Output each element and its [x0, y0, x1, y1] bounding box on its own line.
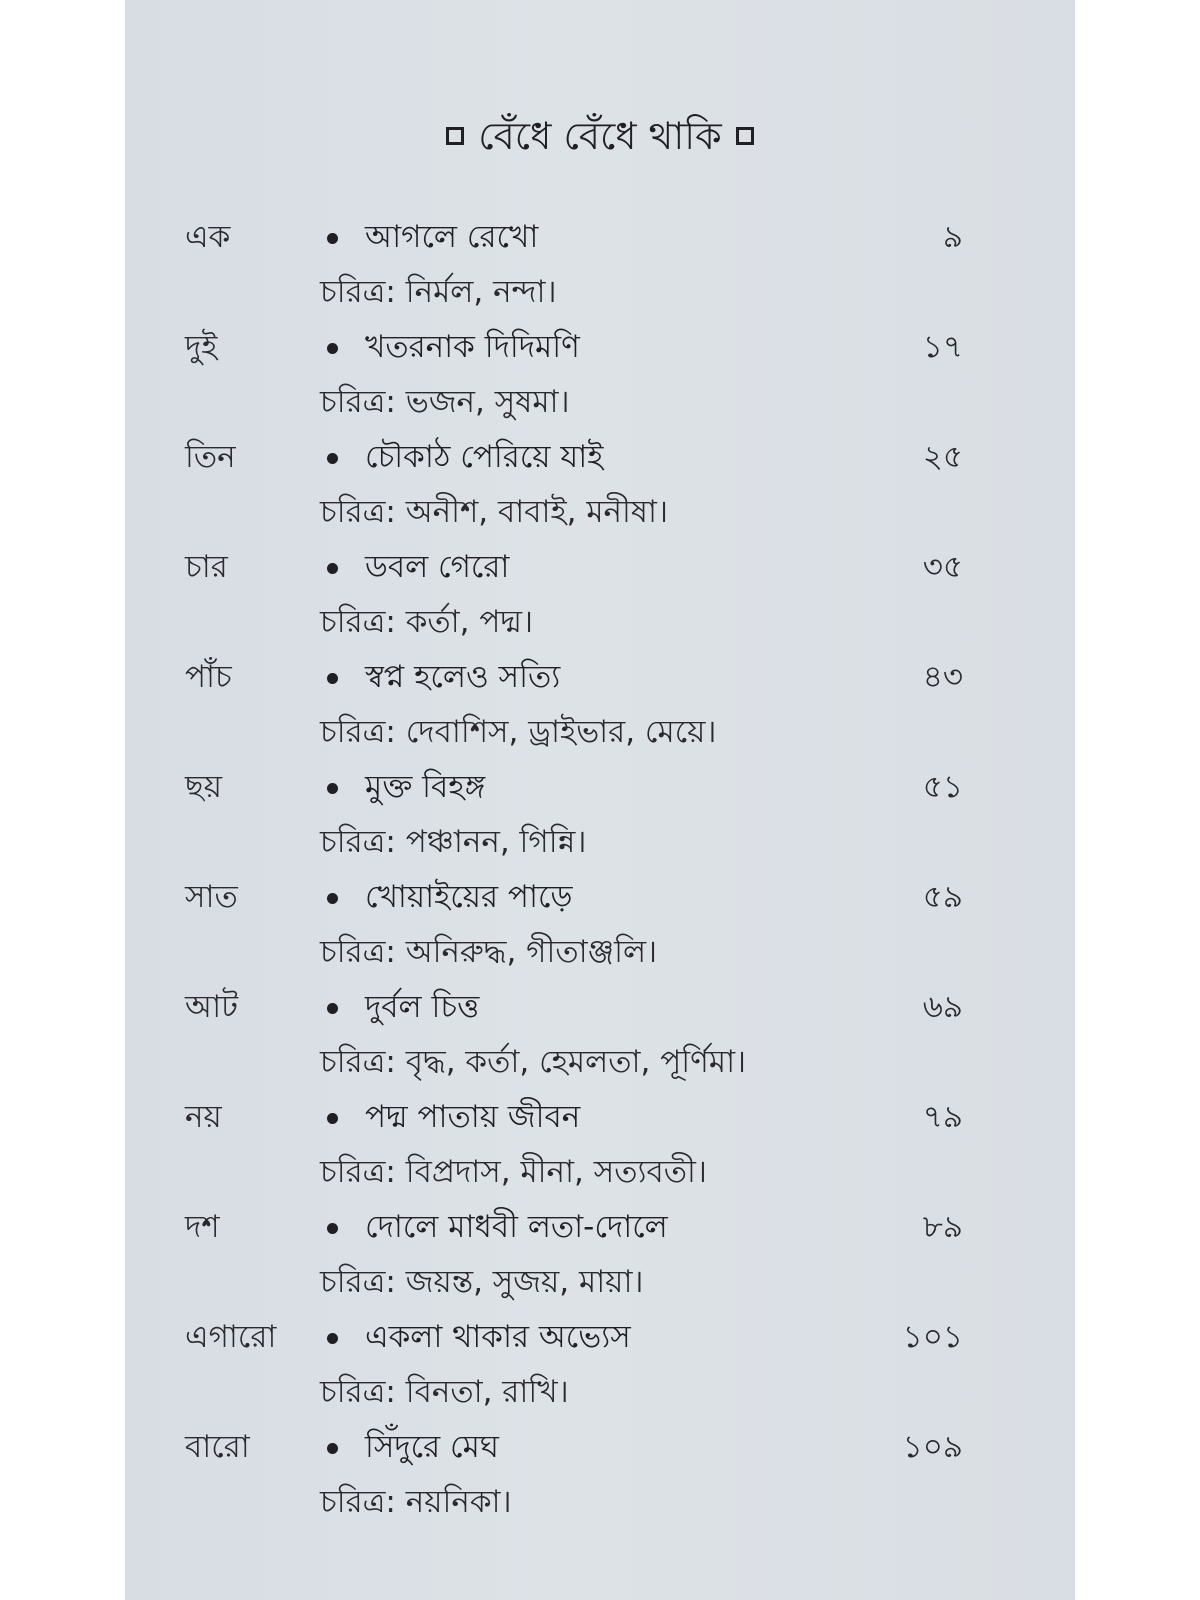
toc-entry: [125, 1420, 1075, 1530]
story-title: পদ্ম পাতায় জীবন: [365, 1099, 581, 1135]
story-title: সিঁদুরে মেঘ: [365, 1429, 499, 1465]
toc-entry: [125, 320, 1075, 430]
characters-list: চরিত্র: জয়ন্ত, সুজয়, মায়া।: [320, 1264, 644, 1300]
characters-list: চরিত্র: নির্মল, নন্দা।: [320, 274, 557, 310]
story-title: একলা থাকার অভ্যেস: [365, 1319, 631, 1355]
toc-entry: [125, 430, 1075, 540]
page-number: ৬৯: [922, 989, 963, 1025]
story-title: চৌকাঠ পেরিয়ে যাই: [365, 439, 604, 475]
toc-entry-characters-row: [125, 1145, 1075, 1200]
toc-entry: [125, 650, 1075, 760]
chapter-number: তিন: [185, 439, 236, 475]
toc-entry-characters-row: [125, 815, 1075, 870]
toc-entry: [125, 870, 1075, 980]
bullet-icon: [327, 343, 338, 354]
bullet-icon: [327, 783, 338, 794]
bullet-icon: [327, 453, 338, 464]
bullet-icon: [327, 1223, 338, 1234]
chapter-number: নয়: [185, 1099, 222, 1135]
characters-list: চরিত্র: অনীশ, বাবাই, মনীষা।: [320, 494, 669, 530]
characters-list: চরিত্র: বৃদ্ধ, কর্তা, হেমলতা, পূর্ণিমা।: [320, 1044, 747, 1080]
toc-entry: [125, 210, 1075, 320]
page-number: ৫৯: [922, 879, 963, 915]
characters-list: চরিত্র: অনিরুদ্ধ, গীতাঞ্জলি।: [320, 934, 658, 970]
toc-entry-characters-row: [125, 595, 1075, 650]
bullet-icon: [327, 673, 338, 684]
toc-entry-characters-row: [125, 485, 1075, 540]
story-title: খোয়াইয়ের পাড়ে: [365, 879, 573, 915]
book-page: [125, 0, 1075, 1600]
square-ornament-icon: [736, 127, 754, 145]
chapter-number: ছয়: [185, 769, 223, 805]
toc-entry: [125, 1200, 1075, 1310]
story-title: মুক্ত বিহঙ্গ: [365, 769, 486, 805]
story-title: স্বপ্ন হলেও সত্যি: [365, 659, 561, 695]
bullet-icon: [327, 893, 338, 904]
toc-entry: [125, 540, 1075, 650]
page-number: ৩৫: [922, 549, 963, 585]
chapter-number: দশ: [185, 1209, 220, 1245]
bullet-icon: [327, 1333, 338, 1344]
page-number: ২৫: [922, 439, 963, 475]
toc-entry: [125, 1090, 1075, 1200]
toc-entry-heading-row: [125, 760, 1075, 815]
chapter-number: আট: [185, 989, 239, 1025]
toc-entry: [125, 1310, 1075, 1420]
page-title: [125, 108, 1075, 164]
page-number: ৫১: [922, 769, 963, 805]
page-number: ১০১: [902, 1319, 963, 1355]
toc-entry-characters-row: [125, 925, 1075, 980]
table-of-contents: [125, 210, 1075, 1530]
toc-entry-heading-row: [125, 980, 1075, 1035]
square-ornament-icon: [446, 127, 464, 145]
toc-entry-characters-row: [125, 1365, 1075, 1420]
characters-list: চরিত্র: ভজন, সুষমা।: [320, 384, 570, 420]
toc-entry-heading-row: [125, 320, 1075, 375]
toc-entry-heading-row: [125, 430, 1075, 485]
characters-list: চরিত্র: পঞ্চানন, গিন্নি।: [320, 824, 587, 860]
toc-entry-heading-row: [125, 1090, 1075, 1145]
toc-entry-heading-row: [125, 870, 1075, 925]
page-number: ১০৯: [902, 1429, 963, 1465]
story-title: খতরনাক দিদিমণি: [365, 329, 580, 365]
toc-entry-characters-row: [125, 1475, 1075, 1530]
title-text: বেঁধে বেঁধে থাকি: [478, 114, 722, 158]
characters-list: চরিত্র: নয়নিকা।: [320, 1484, 512, 1520]
story-title: দুর্বল চিত্ত: [365, 989, 480, 1025]
bullet-icon: [327, 1443, 338, 1454]
toc-entry-characters-row: [125, 705, 1075, 760]
chapter-number: পাঁচ: [185, 659, 232, 695]
page-number: ৭৯: [922, 1099, 963, 1135]
toc-entry-heading-row: [125, 650, 1075, 705]
bullet-icon: [327, 233, 338, 244]
toc-entry-heading-row: [125, 1200, 1075, 1255]
story-title: আগলে রেখো: [365, 219, 539, 255]
bullet-icon: [327, 1003, 338, 1014]
bullet-icon: [327, 1113, 338, 1124]
characters-list: চরিত্র: দেবাশিস, ড্রাইভার, মেয়ে।: [320, 714, 717, 750]
chapter-number: বারো: [185, 1429, 250, 1465]
toc-entry-heading-row: [125, 1310, 1075, 1365]
toc-entry-characters-row: [125, 375, 1075, 430]
toc-entry-characters-row: [125, 1035, 1075, 1090]
toc-entry-heading-row: [125, 1420, 1075, 1475]
chapter-number: চার: [185, 549, 228, 585]
characters-list: চরিত্র: বিনতা, রাখি।: [320, 1374, 569, 1410]
chapter-number: দুই: [185, 329, 218, 365]
page-number: ৯: [942, 219, 963, 255]
chapter-number: এক: [185, 219, 231, 255]
toc-entry: [125, 760, 1075, 870]
page-number: ৪৩: [922, 659, 963, 695]
chapter-number: সাত: [185, 879, 238, 915]
toc-entry-heading-row: [125, 540, 1075, 595]
toc-entry-heading-row: [125, 210, 1075, 265]
toc-entry: [125, 980, 1075, 1090]
toc-entry-characters-row: [125, 1255, 1075, 1310]
characters-list: চরিত্র: বিপ্রদাস, মীনা, সত্যবতী।: [320, 1154, 707, 1190]
bullet-icon: [327, 563, 338, 574]
page-number: ৮৯: [922, 1209, 963, 1245]
page-number: ১৭: [922, 329, 963, 365]
toc-entry-characters-row: [125, 265, 1075, 320]
story-title: দোলে মাধবী লতা-দোলে: [365, 1209, 668, 1245]
chapter-number: এগারো: [185, 1319, 277, 1355]
characters-list: চরিত্র: কর্তা, পদ্ম।: [320, 604, 534, 640]
story-title: ডবল গেরো: [365, 549, 510, 585]
